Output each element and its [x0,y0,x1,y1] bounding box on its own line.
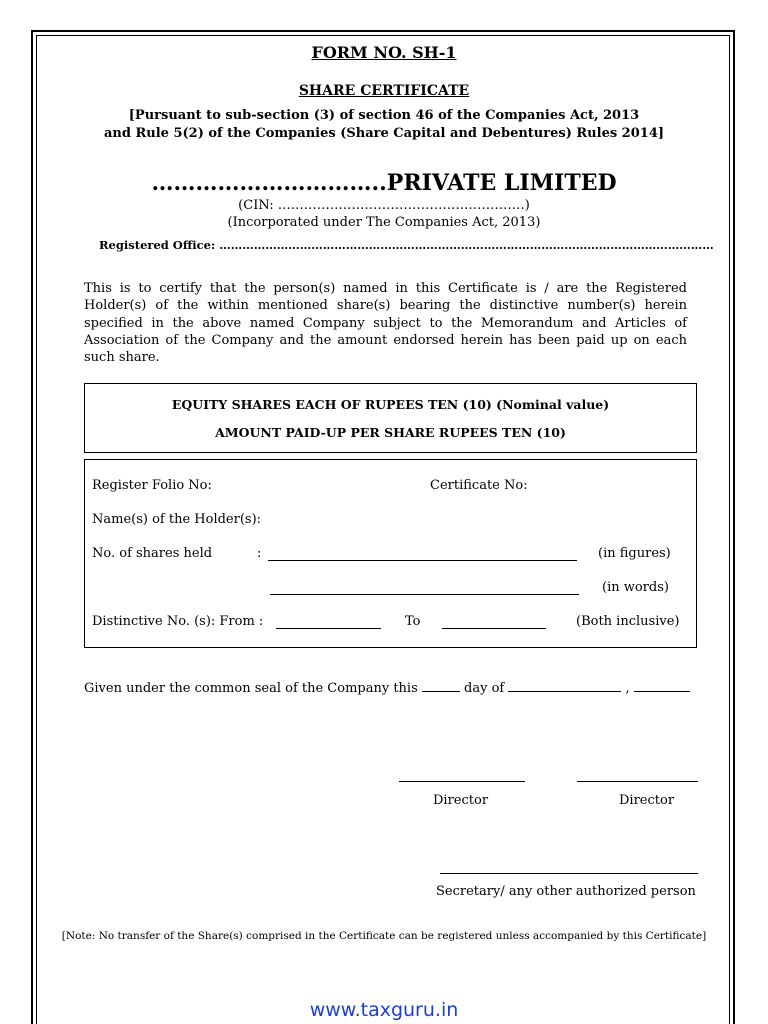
seal-comma: , [625,681,630,696]
seal-day-of: day of [464,681,505,696]
in-words-label: (in words) [602,580,669,595]
director-1-signature-line[interactable] [399,781,525,782]
common-seal-line [84,679,690,696]
secretary-signature-line[interactable] [440,873,698,874]
certification-paragraph: This is to certify that the person(s) named in this Certificate is / are the Registered Holder(s) of the within mentioned share(s) bearing the distinctive number(s) herein specified in the above named Company subject to the Memorandum and Articles of Association of the Company and the amount endorsed herein has been paid up on each such share. [84,281,687,366]
website-link[interactable]: www.taxguru.in [309,999,459,1021]
paid-up-line: AMOUNT PAID-UP PER SHARE RUPEES TEN (10) [215,425,566,440]
seal-year-blank[interactable] [634,679,690,692]
equity-shares-line: EQUITY SHARES EACH OF RUPEES TEN (10) (Nominal value) [171,397,610,412]
shares-figures-blank[interactable] [268,560,577,561]
distinctive-to-blank[interactable] [442,628,546,629]
incorporation-note: (Incorporated under The Companies Act, 2013) [227,215,541,230]
secretary-label: Secretary/ any other authorized person [436,884,696,899]
form-number: FORM NO. SH-1 [311,43,457,62]
shares-words-blank[interactable] [270,594,579,595]
distinctive-from-blank[interactable] [276,628,381,629]
folio-label: Register Folio No: [92,478,212,493]
certificate-title: SHARE CERTIFICATE [298,83,470,99]
seal-month-blank[interactable] [508,679,621,692]
pursuant-line-1: [Pursuant to sub-section (3) of section 46 of the Companies Act, 2013 [128,108,640,123]
seal-day-blank[interactable] [422,679,460,692]
both-inclusive-label: (Both inclusive) [576,614,680,629]
company-name: …………………………..PRIVATE LIMITED [151,170,617,196]
transfer-note: [Note: No transfer of the Share(s) comprised in the Certificate can be registered unless accompanied by this Certificate] [61,930,707,942]
company-cin: (CIN: …………………………………………………) [238,198,530,213]
holder-name-label: Name(s) of the Holder(s): [92,512,262,527]
share-value-box [84,383,697,453]
shares-held-colon: : [257,546,262,561]
holder-details-box [84,459,697,648]
distinctive-to-label: To [405,614,421,629]
shares-held-label: No. of shares held [92,546,213,561]
pursuant-line-2: and Rule 5(2) of the Companies (Share Capital and Debentures) Rules 2014] [103,126,665,141]
seal-prefix: Given under the common seal of the Company this [84,681,418,696]
director-2-signature-line[interactable] [577,781,698,782]
director-1-label: Director [433,793,489,808]
director-2-label: Director [619,793,675,808]
registered-office: Registered Office: ………………………………………………………………………………………………………………… [99,238,714,252]
certificate-number-label: Certificate No: [430,478,528,493]
in-figures-label: (in figures) [598,546,671,561]
distinctive-from-label: Distinctive No. (s): From : [92,614,264,629]
